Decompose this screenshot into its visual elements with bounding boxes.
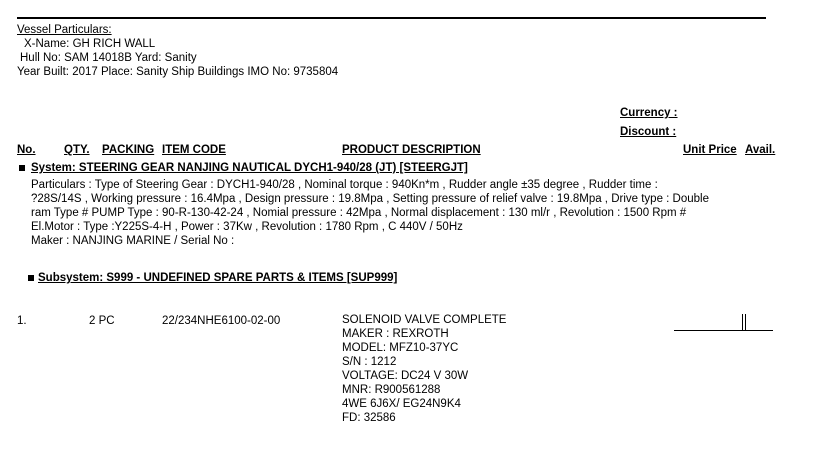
col-no: No.: [17, 144, 36, 156]
field-divider: [742, 314, 743, 331]
system-particulars: [31, 178, 709, 248]
item-description: [342, 313, 506, 425]
vessel-heading: Vessel Particulars:: [17, 24, 112, 36]
description-line: FD: 32586: [342, 412, 396, 424]
subsystem-title: Subsystem: S999 - UNDEFINED SPARE PARTS & ITEMS [SUP999]: [38, 272, 398, 284]
col-item-code: ITEM CODE: [162, 144, 226, 156]
description-line: 4WE 6J6X/ EG24N9K4: [342, 398, 461, 410]
description-line: S/N : 1212: [342, 356, 397, 368]
col-avail: Avail.: [745, 144, 776, 156]
avail-field[interactable]: [746, 330, 773, 331]
top-rule: [17, 17, 766, 19]
currency-label: Currency :: [620, 107, 678, 119]
item-qty: 2 PC: [89, 315, 115, 327]
col-description: PRODUCT DESCRIPTION: [342, 144, 481, 156]
particulars-line: ?28S/14S , Working pressure : 16.4Mpa , Design pressure : 19.8Mpa , Setting pressure of relief valve : 19.8Mpa , Drive type : Double: [31, 193, 709, 205]
description-line: MODEL: MFZ10-37YC: [342, 342, 459, 354]
description-line: MNR: R900561288: [342, 384, 441, 396]
vessel-name: X-Name: GH RICH WALL: [24, 38, 156, 50]
particulars-line: El.Motor : Type :Y225S-4-H , Power : 37Kw , Revolution : 1780 Rpm , C 440V / 50Hz: [31, 221, 463, 233]
col-unit-price: Unit Price: [683, 144, 737, 156]
col-packing: PACKING: [102, 144, 155, 156]
vessel-year: Year Built: 2017 Place: Sanity Ship Buildings IMO No: 9735804: [17, 66, 339, 78]
subsystem-bullet-icon: [28, 275, 34, 281]
field-divider: [745, 314, 746, 331]
particulars-line: ram Type # PUMP Type : 90-R-130-42-24 , Nomial pressure : 42Mpa , Normal displacement : 130 ml/r , Revolution : 1500 Rpm #: [31, 207, 687, 219]
particulars-line: Maker : NANJING MARINE / Serial No :: [31, 235, 235, 247]
description-line: MAKER : REXROTH: [342, 328, 449, 340]
discount-label: Discount :: [620, 126, 677, 138]
vessel-hull: Hull No: SAM 14018B Yard: Sanity: [20, 52, 197, 64]
particulars-line: Particulars : Type of Steering Gear : DYCH1-940/28 , Nominal torque : 940Kn*m , Rudder angle ±35 degree , Rudder time :: [31, 179, 658, 191]
description-line: SOLENOID VALVE COMPLETE: [342, 314, 507, 326]
description-line: VOLTAGE: DC24 V 30W: [342, 370, 469, 382]
col-qty: QTY.: [64, 144, 90, 156]
item-no: 1.: [17, 315, 27, 327]
system-title: System: STEERING GEAR NANJING NAUTICAL DYCH1-940/28 (JT) [STEERGJT]: [31, 162, 468, 174]
system-bullet-icon: [19, 165, 25, 171]
unit-price-field[interactable]: [674, 330, 745, 331]
item-code: 22/234NHE6100-02-00: [162, 315, 281, 327]
